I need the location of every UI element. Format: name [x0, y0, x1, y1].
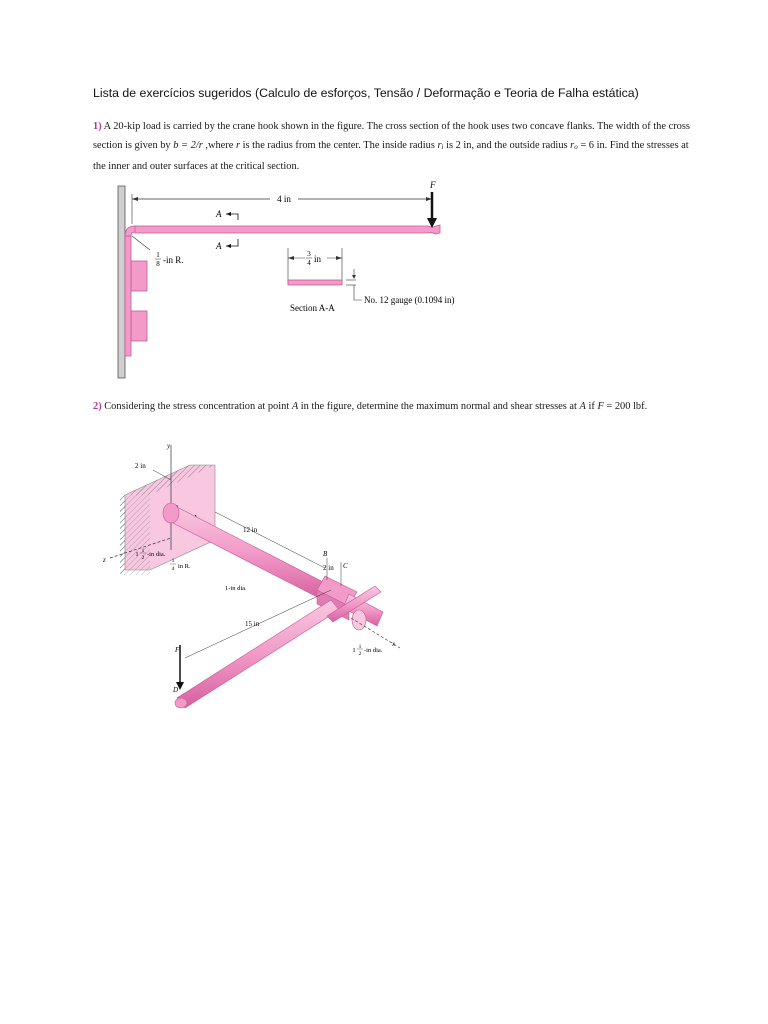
crank-diagram [95, 440, 415, 720]
ri-variable: r [437, 140, 442, 151]
figure-1-bracket [110, 176, 490, 381]
section-profile [288, 280, 342, 285]
problem-2-text-a: Considering the stress concentration at point [101, 401, 292, 412]
radius-label: -in R. [163, 255, 184, 265]
gauge-leader [354, 285, 362, 300]
shaft-collar [163, 503, 179, 523]
crank-arm [177, 600, 339, 708]
dim-2in-bc: 2 in [323, 564, 334, 572]
label-f: F [175, 646, 180, 654]
wall-dia-label: -in dia. [147, 551, 166, 558]
section-marker-top-arrow [226, 212, 231, 216]
main-shaft [167, 506, 331, 600]
width-label: in [314, 254, 322, 264]
radius-frac-num: 1 [156, 251, 160, 259]
problem-1 [93, 117, 693, 176]
force-variable: F [597, 401, 604, 412]
mount-pad-top [131, 261, 147, 291]
width-frac-den: 4 [307, 259, 311, 267]
fillet-label: in R. [178, 563, 191, 570]
section-marker-bottom-line [226, 239, 238, 246]
axis-x-label: x [392, 640, 396, 648]
gauge-label: No. 12 gauge (0.1094 in) [364, 295, 455, 305]
problem-2 [93, 397, 693, 416]
wall [118, 186, 125, 378]
dim-arrow-left [132, 197, 138, 201]
label-c: C [343, 562, 348, 570]
axis-z-label: z [103, 556, 106, 564]
end-dia-frac-den: 2 [358, 651, 362, 657]
point-a-2: A [579, 401, 586, 412]
problem-1-text-d: is 2 in, and the outside radius [443, 140, 571, 151]
force-label: F [430, 180, 436, 190]
wall-dia-frac-num: 1 [141, 548, 145, 554]
section-dim-arrow-left [288, 256, 294, 260]
section-marker-top: A [216, 209, 222, 219]
wall-dia-whole: 1 [135, 551, 139, 558]
problem-2-text-d: = 200 lbf. [603, 401, 648, 412]
label-d: D [173, 686, 179, 694]
mount-pad-bottom [131, 311, 147, 341]
section-marker-bottom: A [216, 241, 222, 251]
wall-hatch-face [120, 495, 150, 575]
length-label: 4 in [277, 194, 291, 204]
section-dim-arrow-right [336, 256, 342, 260]
fillet-frac-num: 1 [171, 558, 175, 564]
end-dia-whole: 1 [352, 647, 356, 654]
page-heading: Lista de exercícios sugeridos (Calculo de esforços, Tensão / Deformação e Teoria de Falha estática) [93, 86, 639, 100]
problem-2-number: 2) [93, 401, 102, 412]
r-variable: r [235, 140, 240, 151]
label-b: B [323, 550, 328, 558]
wall-dia-frac-den: 2 [141, 555, 145, 561]
axis-y-label: y [167, 442, 171, 450]
problem-1-text-c: is the radius from the center. The inside radius [240, 140, 438, 151]
bracket-diagram [110, 176, 490, 381]
bracket-arm [135, 225, 440, 234]
ri-subscript: i [441, 143, 444, 151]
ro-variable: r [570, 140, 575, 151]
section-marker-top-line [226, 214, 238, 220]
section-marker-bottom-arrow [226, 244, 231, 248]
section-caption: Section A-A [290, 303, 335, 313]
problem-2-text-c: if [585, 401, 598, 412]
width-frac-num: 3 [307, 250, 311, 258]
dim-15in: 15 in [245, 620, 260, 628]
radius-frac-den: 8 [156, 260, 160, 268]
end-dia-frac-num: 1 [358, 644, 362, 650]
problem-1-text-a: A 20-kip load is carried by the crane hook shown in the figure. The cross section of the hook uses two concave flanks. The width of the cross section is given by [93, 121, 690, 151]
point-a: A [291, 401, 299, 412]
fillet-frac-den: 4 [171, 566, 175, 572]
problem-1-text-b: ,where [202, 140, 236, 151]
gauge-arrow-top-head [352, 275, 356, 279]
crank-end [175, 698, 187, 708]
width-expression: b = 2/r [173, 140, 203, 151]
problem-2-text-b: in the figure, determine the maximum normal and shear stresses at [298, 401, 580, 412]
end-dia-label: -in dia. [364, 647, 383, 654]
problem-1-text-e: = 6 in. Find the stresses at the inner and outer surfaces at the critical section. [93, 140, 689, 172]
end-cap [352, 610, 366, 630]
figure-2-crank [95, 440, 415, 720]
dim-12in: 12 in [243, 526, 258, 534]
ro-subscript: o [574, 143, 578, 151]
problem-1-number: 1) [93, 121, 102, 132]
dim-2in-top: 2 in [135, 462, 146, 470]
radius-leader [132, 236, 150, 250]
shaft-dia-label: 1-in dia. [225, 585, 247, 592]
bracket-vertical [125, 236, 131, 356]
